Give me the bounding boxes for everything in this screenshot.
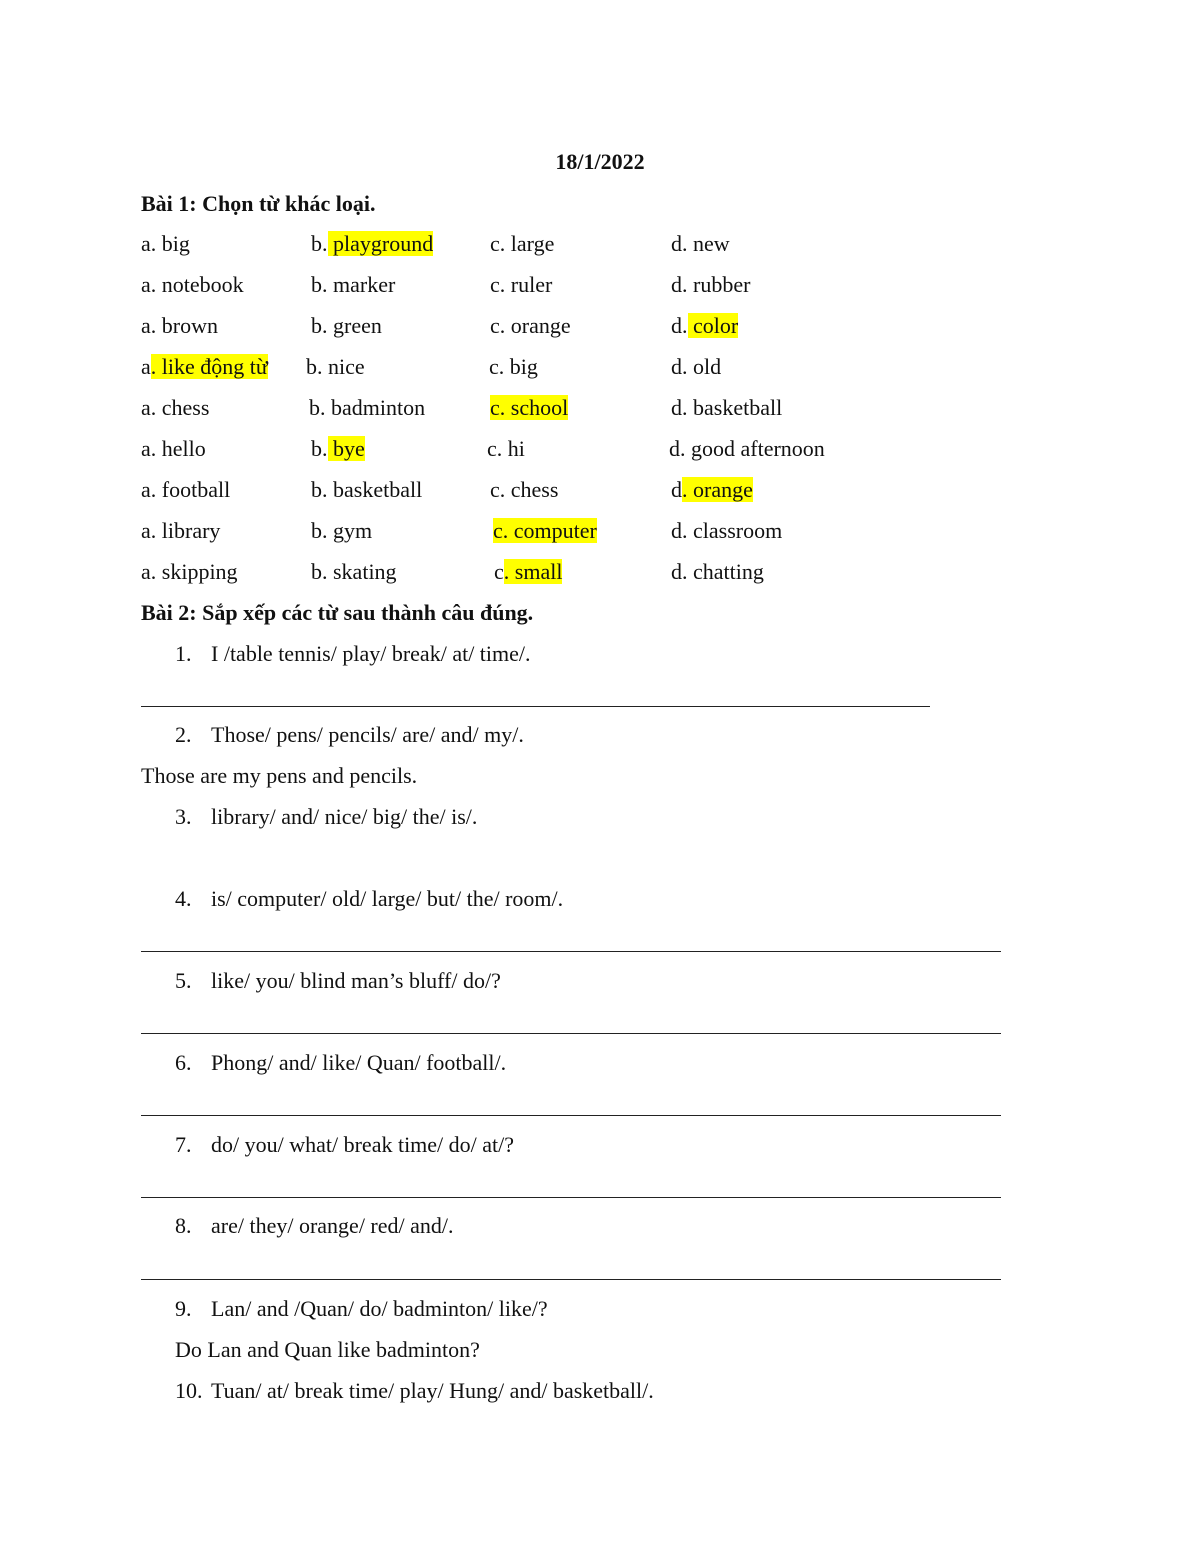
option-text: a. big — [141, 231, 190, 256]
option-text: c. large — [490, 231, 555, 256]
item-prompt: do/ you/ what/ break time/ do/ at/? — [211, 1132, 515, 1157]
option-cell — [671, 353, 721, 381]
option-cell — [490, 394, 568, 422]
item-prompt: Phong/ and/ like/ Quan/ football/. — [211, 1050, 507, 1075]
option-cell — [311, 435, 365, 463]
option-text: a. notebook — [141, 272, 244, 297]
answer-line — [141, 1115, 1001, 1116]
option-cell — [311, 312, 382, 340]
item-prompt: are/ they/ orange/ red/ and/. — [211, 1213, 454, 1238]
item-number: 4. — [175, 886, 192, 911]
option-text: b. — [311, 436, 328, 461]
answer-line — [141, 951, 1001, 952]
option-cell — [311, 558, 397, 586]
answer-line — [141, 706, 930, 707]
option-cell — [311, 476, 422, 504]
option-text: c. ruler — [490, 272, 553, 297]
option-text: d — [671, 477, 682, 502]
option-cell — [671, 312, 738, 340]
option-text: c. orange — [490, 313, 571, 338]
option-cell — [671, 394, 782, 422]
option-cell — [141, 394, 209, 422]
highlighted-answer: c. computer — [493, 518, 597, 543]
option-text: c — [494, 559, 504, 584]
option-text: c. big — [489, 354, 538, 379]
option-cell — [671, 476, 753, 504]
option-cell — [141, 517, 220, 545]
answer-line — [141, 1279, 1001, 1280]
option-cell — [141, 312, 218, 340]
answer-text: Those are my pens and pencils. — [141, 763, 418, 788]
option-text: d. basketball — [671, 395, 783, 420]
option-cell — [671, 230, 730, 258]
option-text: b. — [311, 231, 328, 256]
item-number: 7. — [175, 1132, 192, 1157]
item-number: 5. — [175, 968, 192, 993]
item-number: 3. — [175, 804, 192, 829]
option-text: b. gym — [311, 518, 373, 543]
highlighted-answer: bye — [327, 436, 365, 461]
option-cell — [490, 476, 558, 504]
option-cell — [141, 230, 190, 258]
option-text: a. brown — [141, 313, 218, 338]
option-text: a. chess — [141, 395, 210, 420]
option-cell — [141, 271, 244, 299]
option-cell — [141, 353, 268, 381]
option-text: a — [141, 354, 151, 379]
option-text: c. hi — [487, 436, 525, 461]
option-text: b. nice — [306, 354, 365, 379]
option-cell — [493, 517, 597, 545]
item-number: 1. — [175, 641, 192, 666]
option-text: a. hello — [141, 436, 206, 461]
option-cell — [141, 435, 206, 463]
option-cell — [306, 353, 365, 381]
item-prompt: like/ you/ blind man’s bluff/ do/? — [211, 968, 501, 993]
option-cell — [490, 230, 554, 258]
option-text: d. chatting — [671, 559, 764, 584]
option-cell — [669, 435, 825, 463]
highlighted-answer: c. school — [490, 395, 569, 420]
option-text: b. skating — [311, 559, 397, 584]
option-cell — [489, 353, 538, 381]
option-text: d. new — [671, 231, 730, 256]
item-prompt: is/ computer/ old/ large/ but/ the/ room/. — [211, 886, 564, 911]
option-cell — [311, 230, 433, 258]
highlighted-answer: . orange — [682, 477, 753, 502]
item-number: 6. — [175, 1050, 192, 1075]
item-prompt: Lan/ and /Quan/ do/ badminton/ like/? — [211, 1296, 548, 1321]
item-number: 10. — [175, 1378, 203, 1403]
option-cell — [490, 312, 571, 340]
option-cell — [311, 271, 395, 299]
option-cell — [311, 517, 372, 545]
option-text: b. marker — [311, 272, 396, 297]
option-text: a. library — [141, 518, 221, 543]
option-text: a. skipping — [141, 559, 238, 584]
item-number: 9. — [175, 1296, 192, 1321]
exercise-2-title: Bài 2: Sắp xếp các từ sau thành câu đúng. — [141, 600, 534, 625]
option-cell — [494, 558, 562, 586]
item-prompt: library/ and/ nice/ big/ the/ is/. — [211, 804, 478, 829]
highlighted-answer: . like động từ — [150, 354, 268, 379]
option-text: d. — [671, 313, 688, 338]
date-heading: 18/1/2022 — [555, 149, 645, 174]
option-cell — [141, 558, 238, 586]
option-cell — [309, 394, 425, 422]
item-number: 8. — [175, 1213, 192, 1238]
highlighted-answer: color — [687, 313, 739, 338]
option-cell — [671, 517, 782, 545]
option-cell — [141, 476, 230, 504]
answer-text: Do Lan and Quan like badminton? — [175, 1337, 480, 1362]
option-text: c. chess — [490, 477, 559, 502]
highlighted-answer: playground — [327, 231, 434, 256]
answer-line — [141, 1033, 1001, 1034]
option-text: d. old — [671, 354, 722, 379]
highlighted-answer: . small — [503, 559, 563, 584]
option-text: d. good afternoon — [669, 436, 825, 461]
option-text: d. classroom — [671, 518, 783, 543]
answer-line — [141, 1197, 1001, 1198]
item-prompt: I /table tennis/ play/ break/ at/ time/. — [211, 641, 531, 666]
item-number: 2. — [175, 722, 192, 747]
option-cell — [487, 435, 525, 463]
exercise-1-title: Bài 1: Chọn từ khác loại. — [141, 191, 376, 216]
option-text: d. rubber — [671, 272, 751, 297]
item-prompt: Those/ pens/ pencils/ are/ and/ my/. — [211, 722, 524, 747]
option-cell — [671, 558, 764, 586]
option-text: b. badminton — [309, 395, 426, 420]
item-prompt: Tuan/ at/ break time/ play/ Hung/ and/ basketball/. — [211, 1378, 654, 1403]
option-cell — [671, 271, 750, 299]
option-text: b. green — [311, 313, 382, 338]
option-cell — [490, 271, 552, 299]
option-text: a. football — [141, 477, 231, 502]
option-text: b. basketball — [311, 477, 423, 502]
